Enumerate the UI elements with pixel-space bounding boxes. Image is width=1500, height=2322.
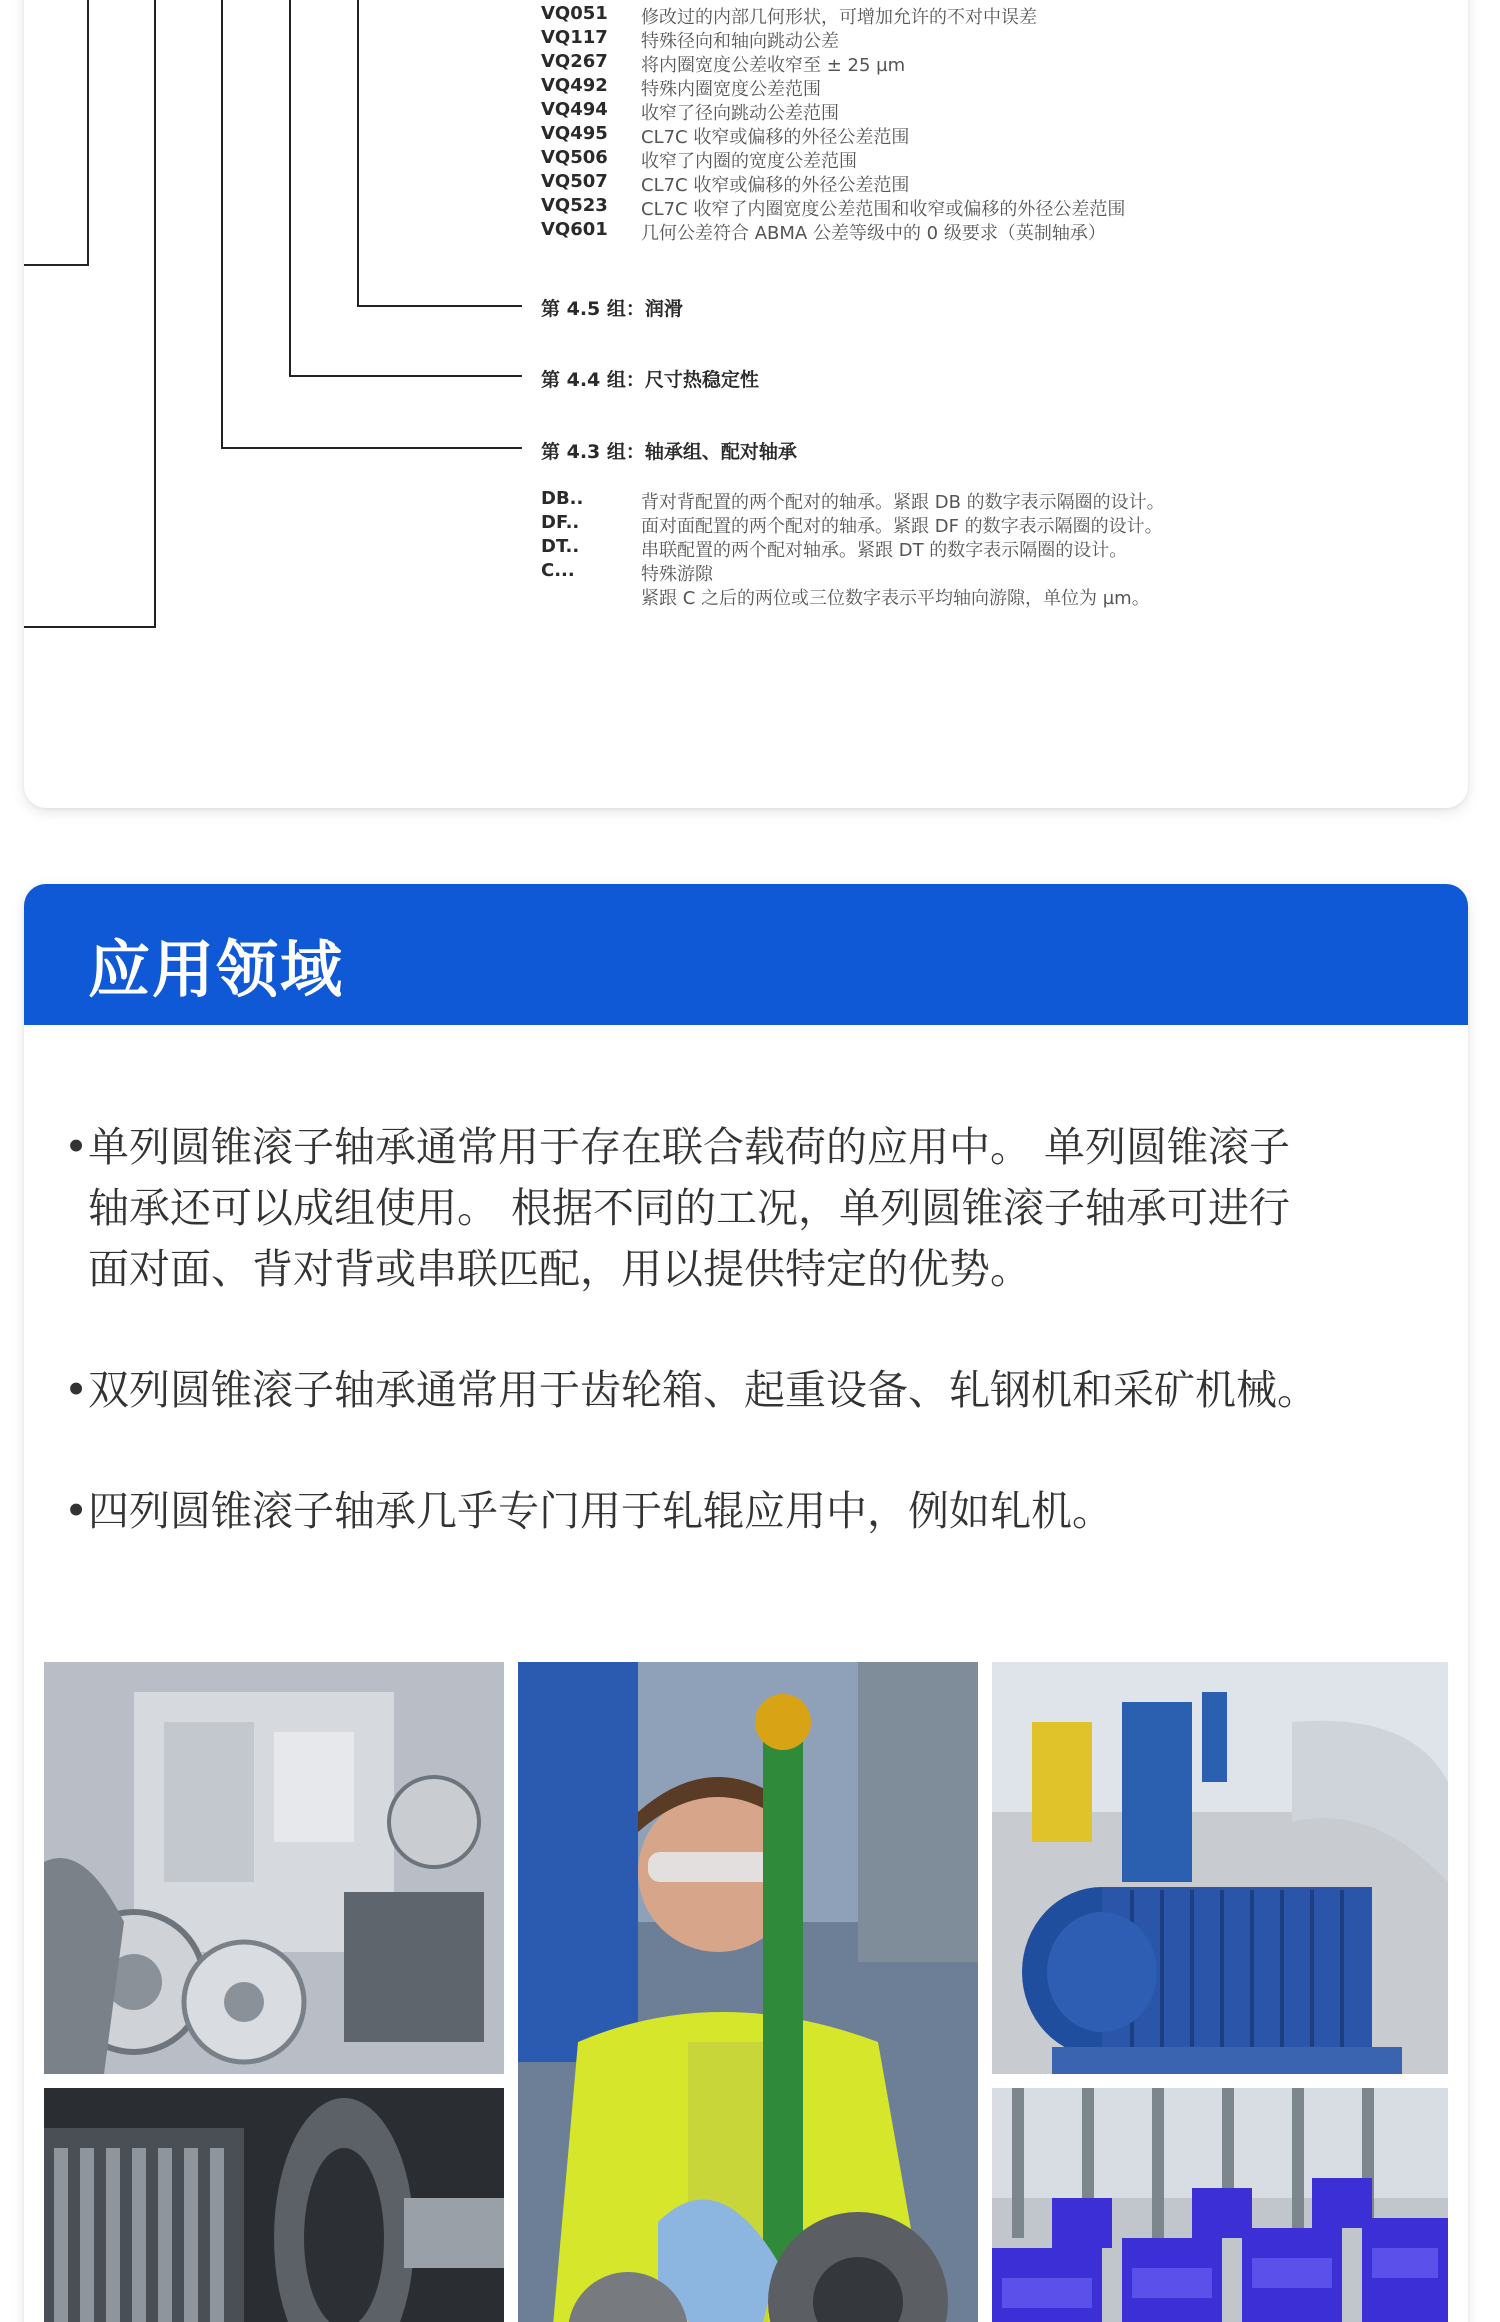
pairing-desc: 特殊游隙 <box>641 564 713 585</box>
worker-photo <box>518 1662 978 2322</box>
pump-station-photo <box>992 2088 1448 2322</box>
vq-code: VQ495 <box>541 123 608 144</box>
bullet-dot: • <box>64 1366 89 1414</box>
pairing-desc: 串联配置的两个配对轴承。紧跟 DT 的数字表示隔圈的设计。 <box>641 540 1128 561</box>
bullet-line: 轴承还可以成组使用。 根据不同的工况，单列圆锥滚子轴承可进行 <box>88 1184 1291 1232</box>
vq-code: VQ051 <box>541 3 608 24</box>
vq-desc: CL7C 收窄了内圈宽度公差范围和收窄或偏移的外径公差范围 <box>641 199 1126 220</box>
group-4-4-heading: 第 4.4 组：尺寸热稳定性 <box>541 369 759 391</box>
bullet-dot: • <box>64 1123 89 1171</box>
vq-code: VQ117 <box>541 27 608 48</box>
vq-desc: CL7C 收窄或偏移的外径公差范围 <box>641 127 910 148</box>
vq-desc: 特殊径向和轴向跳动公差 <box>641 31 839 52</box>
vq-code: VQ492 <box>541 75 608 96</box>
vq-desc: CL7C 收窄或偏移的外径公差范围 <box>641 175 910 196</box>
pairing-code: C... <box>541 560 575 581</box>
applications-card <box>24 884 1468 2322</box>
group-4-5-heading: 第 4.5 组：润滑 <box>541 298 683 320</box>
applications-title: 应用领域 <box>88 933 345 1006</box>
vq-desc: 修改过的内部几何形状，可增加允许的不对中误差 <box>641 7 1037 28</box>
bullet-dot: • <box>64 1487 89 1535</box>
vq-desc: 几何公差符合 ABMA 公差等级中的 0 级要求（英制轴承） <box>641 223 1106 244</box>
bullet-line: 面对面、背对背或串联匹配，用以提供特定的优势。 <box>88 1245 1031 1293</box>
vq-code: VQ506 <box>541 147 608 168</box>
vq-desc: 将内圈宽度公差收窄至 ± 25 µm <box>641 55 906 76</box>
vq-desc: 收窄了内圈的宽度公差范围 <box>641 151 857 172</box>
applications-header <box>24 884 1468 1025</box>
vq-desc: 收窄了径向跳动公差范围 <box>641 103 839 124</box>
pairing-code: DF.. <box>541 512 580 533</box>
bullet-line: 双列圆锥滚子轴承通常用于齿轮箱、起重设备、轧钢机和采矿机械。 <box>88 1366 1318 1414</box>
pairing-desc: 背对背配置的两个配对的轴承。紧跟 DB 的数字表示隔圈的设计。 <box>641 492 1165 513</box>
vq-code: VQ494 <box>541 99 608 120</box>
group-4-3-heading: 第 4.3 组：轴承组、配对轴承 <box>541 441 797 463</box>
bullet-line: 单列圆锥滚子轴承通常用于存在联合载荷的应用中。 单列圆锥滚子 <box>88 1123 1291 1171</box>
vq-code: VQ601 <box>541 219 608 240</box>
pairing-desc: 面对面配置的两个配对的轴承。紧跟 DF 的数字表示隔圈的设计。 <box>641 516 1163 537</box>
vq-desc: 特殊内圈宽度公差范围 <box>641 79 821 100</box>
pairing-code: DT.. <box>541 536 580 557</box>
vq-code: VQ523 <box>541 195 608 216</box>
pairing-desc: 紧跟 C 之后的两位或三位数字表示平均轴向游隙，单位为 µm。 <box>641 588 1150 609</box>
engine-photo <box>44 1662 504 2074</box>
vq-code: VQ507 <box>541 171 608 192</box>
gearbox-photo <box>44 2088 504 2322</box>
bullet-item <box>64 1117 1424 1300</box>
vq-code: VQ267 <box>541 51 608 72</box>
pairing-code: DB.. <box>541 488 584 509</box>
bullet-item <box>64 1481 1424 1542</box>
electric-motor-photo <box>992 1662 1448 2074</box>
bullet-line: 四列圆锥滚子轴承几乎专门用于轧辊应用中，例如轧机。 <box>88 1487 1113 1535</box>
bullet-item <box>64 1360 1424 1421</box>
